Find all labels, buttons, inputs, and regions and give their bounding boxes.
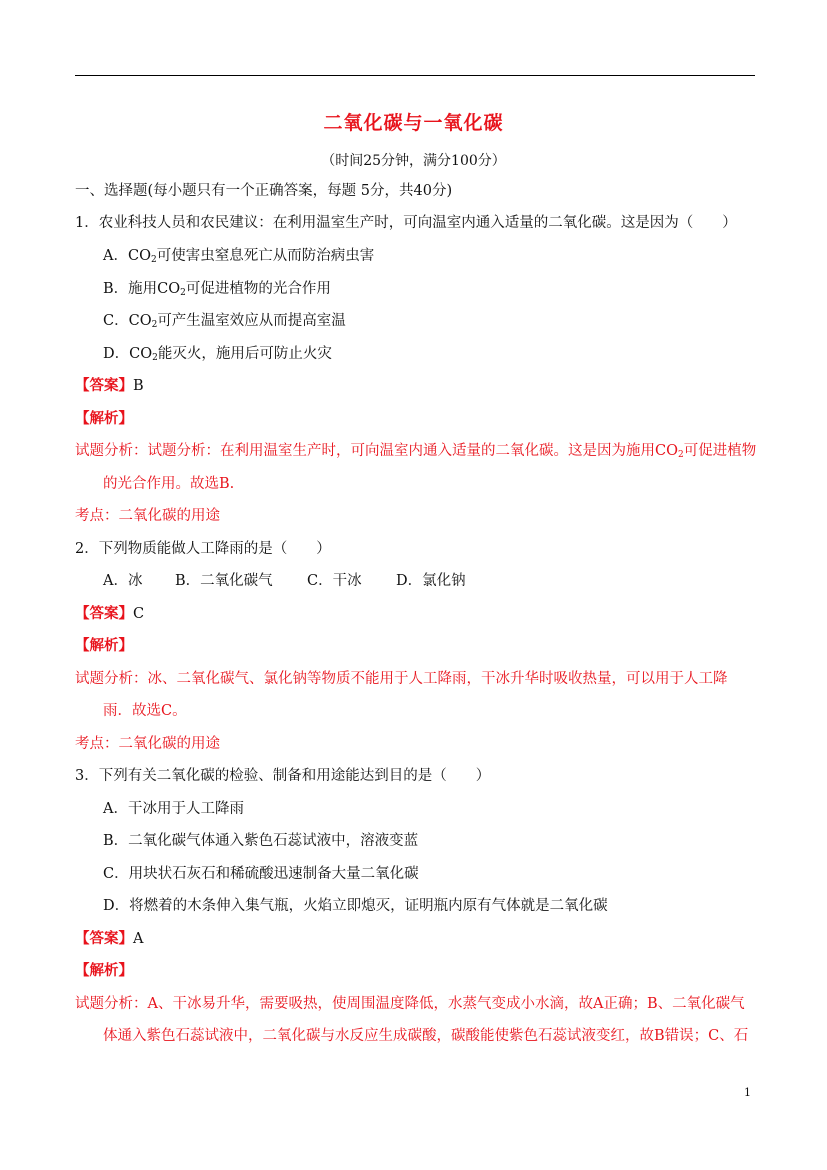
q1-option-b: B．施用$CO_2$可促进植物的光合作用 bbox=[103, 281, 331, 298]
q3-answer: 【答案】A bbox=[75, 930, 144, 947]
q2-analysis-line2: 雨．故选C。 bbox=[103, 703, 187, 719]
q2-kaodian: 考点：二氧化碳的用途 bbox=[75, 736, 220, 752]
q1-kaodian: 考点：二氧化碳的用途 bbox=[75, 508, 220, 524]
q2-option-c: C．干冰 bbox=[307, 573, 362, 589]
q1-option-d: D．$CO_2$能灭火，施用后可防止火灾 bbox=[103, 346, 332, 363]
q2-analysis-line1: 试题分析：冰、二氧化碳气、氯化钠等物质不能用于人工降雨，干冰升华时吸收热量，可以用于人工降 bbox=[75, 671, 728, 687]
page-number: 1 bbox=[744, 1086, 751, 1099]
q3-analysis-label: 【解析】 bbox=[75, 962, 133, 979]
q3-stem: 3．下列有关二氧化碳的检验、制备和用途能达到目的是（ ） bbox=[75, 768, 491, 784]
q1-option-c: C．$CO_2$可产生温室效应从而提高室温 bbox=[103, 313, 346, 330]
q3-analysis-line2: 体通入紫色石蕊试液中，二氧化碳与水反应生成碳酸，碳酸能使紫色石蕊试液变红，故B错误；C、石 bbox=[103, 1028, 749, 1044]
q2-stem: 2．下列物质能做人工降雨的是（ ） bbox=[75, 541, 331, 557]
q1-answer: 【答案】B bbox=[75, 377, 144, 394]
q1-analysis-line1: 试题分析：试题分析：在利用温室生产时，可向温室内通入适量的二氧化碳。这是因为施用$CO_2$可促进植物 bbox=[75, 443, 757, 460]
q3-option-b: B．二氧化碳气体通入紫色石蕊试液中，溶液变蓝 bbox=[103, 833, 419, 849]
q2-option-a: A．冰 bbox=[103, 573, 143, 589]
q3-option-c: C．用块状石灰石和稀硫酸迅速制备大量二氧化碳 bbox=[103, 866, 419, 882]
q2-analysis-label: 【解析】 bbox=[75, 637, 133, 654]
header-rule bbox=[75, 75, 755, 76]
q1-stem: 1．农业科技人员和农民建议：在利用温室生产时，可向温室内通入适量的二氧化碳。这是因为（ ） bbox=[75, 215, 737, 231]
section-heading: 一、选择题(每小题只有一个正确答案，每题 5分，共40分) bbox=[75, 183, 453, 199]
q1-option-a: A．$CO_2$可使害虫窒息死亡从而防治病虫害 bbox=[103, 248, 375, 265]
q3-analysis-line1: 试题分析：A、干冰易升华，需要吸热，使周围温度降低，水蒸气变成小水滴，故A正确；B、二氧化碳气 bbox=[75, 996, 745, 1012]
q1-analysis-line2: 的光合作用。故选B. bbox=[103, 476, 235, 492]
page-title: 二氧化碳与一氧化碳 bbox=[323, 112, 504, 134]
q3-option-d: D．将燃着的木条伸入集气瓶，火焰立即熄灭，证明瓶内原有气体就是二氧化碳 bbox=[103, 898, 608, 914]
q3-option-a: A．干冰用于人工降雨 bbox=[103, 801, 244, 817]
q2-answer: 【答案】C bbox=[75, 605, 145, 622]
q2-options bbox=[103, 571, 466, 591]
q1-analysis-label: 【解析】 bbox=[75, 410, 133, 427]
q2-option-b: B．二氧化碳气 bbox=[175, 573, 273, 589]
q2-option-d: D．氯化钠 bbox=[396, 573, 466, 589]
page-subtitle: （时间25分钟，满分100分） bbox=[321, 153, 506, 169]
